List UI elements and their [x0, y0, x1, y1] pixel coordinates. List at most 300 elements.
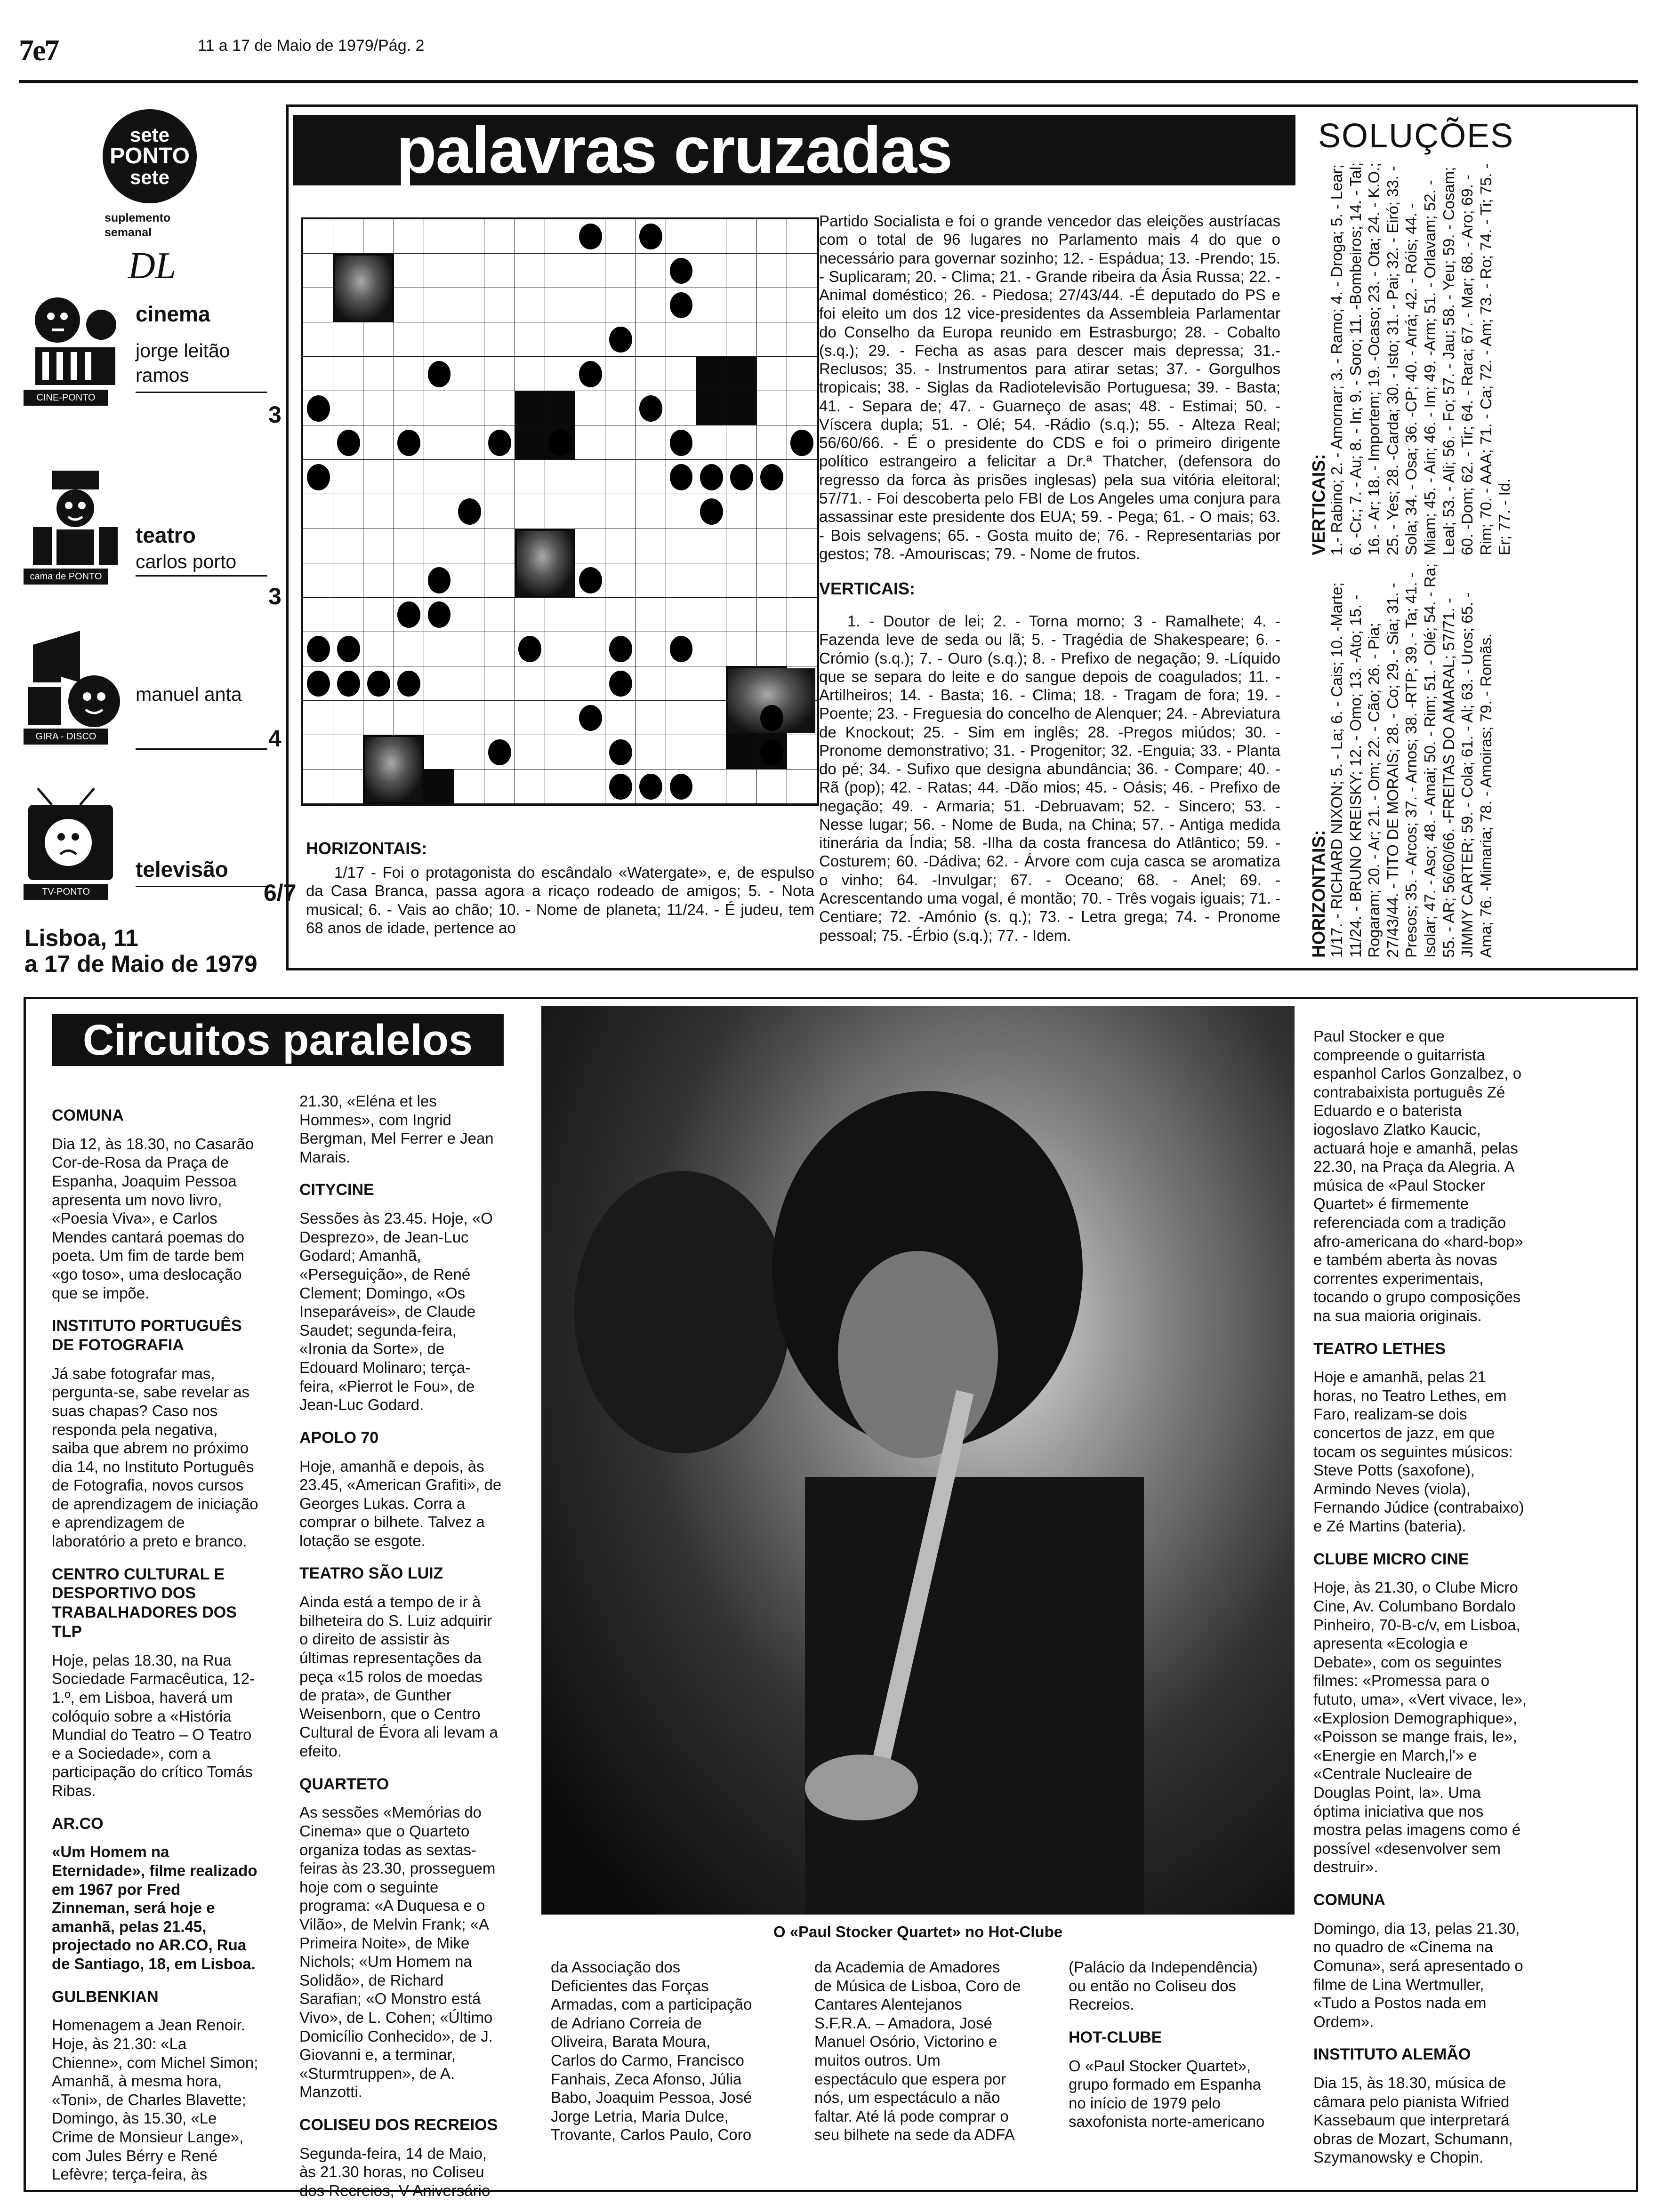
grid-cell[interactable]: [303, 598, 333, 632]
grid-cell[interactable]: [575, 254, 605, 288]
grid-cell[interactable]: [424, 529, 454, 563]
horizontais-heading: HORIZONTAIS:: [306, 839, 427, 858]
grid-cell[interactable]: [726, 632, 756, 666]
grid-cell[interactable]: [757, 288, 787, 322]
grid-cell[interactable]: [363, 529, 394, 563]
grid-cell[interactable]: [787, 563, 817, 598]
grid-cell[interactable]: [636, 563, 666, 598]
section-author: ramos: [136, 364, 189, 386]
grid-cell[interactable]: [666, 529, 696, 563]
grid-cell[interactable]: [363, 391, 394, 425]
grid-cell[interactable]: [605, 701, 635, 735]
solutions-verticais: 1.- Rabino; 2. - Amornar; 3. - Ramo; 4. - Droga; 5. - Lear; 6. -Cr.; 7. - Au; 8. - In; 9. - Soro; 11. -Bombeiros; 14. - Tal; 16. - Ar; 18. - Importem; 19. -Ocaso; 23. - Ota; 24. - K.O.; 25. - Yes; 28. -Carda; 30. - Isto; 31. - Pai; 32. - Eiró; 33. - Sola; 34. - Osa; 36. -CP; 40. - Arrá; 42. - Róis; 44. - Miam; 45. - Ain; 46. - Im; 49. -Arm; 51. - Orlavam; 52. - Leal; 53. - Ali; 56. - Fo; 57. - Jau; 58. - Yeu; 59. - Cosam; 60. -Dom; 62. - Tir; 64. - Rara; 67. - Mar; 68. - Aro; 69. -Rim; 70. - AAA; 71. - Ca; 72. - Am; 73. - Ro; 74. - Ti; 75. - Er; 77. - Id.: [1328, 162, 1513, 555]
grid-cell[interactable]: [424, 494, 454, 529]
grid-cell[interactable]: [333, 529, 363, 563]
grid-cell[interactable]: [636, 425, 666, 460]
grid-cell[interactable]: [333, 735, 363, 769]
grid-cell[interactable]: [484, 254, 515, 288]
grid-cell[interactable]: [575, 322, 605, 357]
grid-cell[interactable]: [636, 632, 666, 666]
grid-cell[interactable]: [515, 219, 545, 254]
grid-cell[interactable]: [757, 769, 787, 804]
grid-cell[interactable]: [605, 529, 635, 563]
grid-cell[interactable]: [363, 322, 394, 357]
listing-heading: CITYCINE: [299, 1181, 374, 1199]
grid-cell[interactable]: [394, 529, 424, 563]
grid-cell[interactable]: [666, 563, 696, 598]
grid-cell[interactable]: [363, 357, 394, 391]
grid-cell[interactable]: [363, 460, 394, 494]
grid-cell[interactable]: [394, 494, 424, 529]
grid-cell[interactable]: [515, 666, 545, 701]
grid-cell[interactable]: [303, 322, 333, 357]
grid-cell[interactable]: [696, 632, 726, 666]
grid-cell[interactable]: [363, 632, 394, 666]
grid-cell[interactable]: [394, 460, 424, 494]
grid-cell[interactable]: [424, 460, 454, 494]
grid-cell[interactable]: [696, 254, 726, 288]
grid-cell[interactable]: [696, 598, 726, 632]
grid-cell[interactable]: [545, 701, 575, 735]
grid-cell[interactable]: [394, 219, 424, 254]
grid-cell[interactable]: [424, 632, 454, 666]
black-square: [696, 357, 726, 391]
section-author: jorge leitão: [136, 340, 230, 361]
grid-cell[interactable]: [575, 632, 605, 666]
grid-cell[interactable]: [484, 701, 515, 735]
blocked-dot: [670, 636, 693, 662]
horizontal-clues-continued: Partido Socialista e foi o grande vencedor das eleições austríacas com o total de 96 lugares no Parlamento mais 4 do que o necessário para governar sozinho; 12. - Espádua; 13. -Prendo; 15. - Suplicaram; 20. - Clima; 21. - Grande ribeira da Ásia Russa; 22. - Animal doméstico; 26. - Piedosa; 27/43/44. -É deputado do PS e foi eleito um dos 12 vice-presidentes da Assembleia Parlamentar do Conselho da Europa reunido em Estrasburgo; 28. - Cobalto (s.q.); 29. - Fecha as asas para descer mais depressa; 31.- Reclusos; 35. - Instrumentos para atirar setas; 37. - Gorgulhos tropicais; 38. - Siglas da Radiotelevisão Portuguesa; 39. - Basta; 41. - Separa de; 47. - Guarneço de asas; 48. - Estimai; 50. - Víscera dupla; 51. - Olé; 54. -Rádio (s.q.); 55. - Alteza Real; 56/60/66. - É o presidente do CDS e foi o primeiro dirigente político estrangeiro a felicitar a Dr.ª Thatcher, (defensora do regresso da forca às prisões inglesas) pela sua vitória eleitoral; 57/71. - Foi descoberta pelo FBI de Los Angeles uma conjura para assassinar este presidente dos EUA; 59. - Pega; 61. - O mais; 63. - Bois selvagens; 65. - Gosta muito de; 76. - Representarias por gestos; 78. -Amouriscas; 79. - Nome de frutos.: [819, 212, 1280, 562]
solutions-title: SOLUÇÕES: [1318, 117, 1514, 155]
index-section-cinema[interactable]: [24, 292, 282, 433]
grid-cell[interactable]: [757, 254, 787, 288]
grid-cell[interactable]: [424, 322, 454, 357]
grid-cell[interactable]: [636, 322, 666, 357]
grid-cell[interactable]: [787, 632, 817, 666]
grid-cell[interactable]: [424, 391, 454, 425]
listing-text: Já sabe fotografar mas, pergunta-se, sabe revelar as suas chapas? Caso nos responda pela negativa, saiba que abrem no próximo dia 14, no Instituto Português de Fotografia, novos cursos de aprendizagem de iniciação e aprendizagem de laboratório a preto e branco.: [52, 1364, 258, 1550]
solutions-verticais-label: VERTICAIS:: [1309, 454, 1329, 555]
grid-cell[interactable]: [394, 357, 424, 391]
grid-cell[interactable]: [454, 425, 484, 460]
grid-cell[interactable]: [515, 769, 545, 804]
blocked-dot: [518, 636, 541, 662]
grid-cell[interactable]: [575, 460, 605, 494]
circuitos-title: Circuitos paralelos: [52, 1014, 504, 1066]
section-page: 6/7: [264, 880, 297, 906]
grid-cell[interactable]: [333, 219, 363, 254]
index-section-teatro[interactable]: [24, 471, 282, 612]
grid-cell[interactable]: [454, 391, 484, 425]
television-icon: [24, 786, 127, 894]
grid-cell[interactable]: [696, 666, 726, 701]
crossword-title: palavras cruzadas: [293, 115, 1295, 185]
grid-cell[interactable]: [333, 357, 363, 391]
grid-cell[interactable]: [394, 288, 424, 322]
grid-cell[interactable]: [454, 460, 484, 494]
grid-cell[interactable]: [757, 322, 787, 357]
grid-cell[interactable]: [726, 254, 756, 288]
grid-cell[interactable]: [424, 666, 454, 701]
grid-cell[interactable]: [545, 288, 575, 322]
grid-cell[interactable]: [454, 529, 484, 563]
grid-cell[interactable]: [303, 563, 333, 598]
grid-cell[interactable]: [424, 219, 454, 254]
grid-cell[interactable]: [484, 357, 515, 391]
grid-cell[interactable]: [575, 769, 605, 804]
listing-column-6: [1313, 1027, 1530, 2167]
grid-cell[interactable]: [394, 391, 424, 425]
listing-column-4: da Academia de Amadores de Música de Lisboa, Coro de Cantares Alentejanos S.F.R.A. – Amadora, José Manuel Osório, Victorino e muitos outros. Um espectáculo que espera por nós, um espectáculo a não faltar. Até lá pode comprar o seu bilhete na sede da ADFA: [814, 1958, 1021, 2144]
grid-cell[interactable]: [333, 391, 363, 425]
grid-cell[interactable]: [757, 357, 787, 391]
grid-cell[interactable]: [757, 391, 787, 425]
grid-cell[interactable]: [484, 494, 515, 529]
grid-cell[interactable]: [666, 598, 696, 632]
section-title: televisão: [136, 857, 228, 882]
grid-cell[interactable]: [636, 701, 666, 735]
grid-cell[interactable]: [787, 254, 817, 288]
grid-cell[interactable]: [363, 563, 394, 598]
listing-heading: TEATRO LETHES: [1313, 1339, 1446, 1358]
blocked-dot: [307, 395, 330, 422]
grid-cell[interactable]: [787, 735, 817, 769]
blocked-dot: [458, 498, 481, 525]
supplement-line: suplemento: [105, 211, 171, 224]
grid-cell[interactable]: [515, 598, 545, 632]
grid-cell[interactable]: [545, 769, 575, 804]
grid-cell[interactable]: [545, 254, 575, 288]
grid-cell[interactable]: [484, 563, 515, 598]
grid-cell[interactable]: [303, 701, 333, 735]
grid-cell[interactable]: [545, 735, 575, 769]
grid-cell[interactable]: [757, 219, 787, 254]
grid-cell[interactable]: [424, 735, 454, 769]
grid-cell[interactable]: [484, 288, 515, 322]
grid-cell[interactable]: [605, 288, 635, 322]
listing-heading: COMUNA: [1313, 1891, 1385, 1909]
grid-cell[interactable]: [726, 494, 756, 529]
blocked-dot: [307, 636, 330, 662]
grid-cell[interactable]: [666, 701, 696, 735]
index-section-televisao[interactable]: [24, 786, 297, 927]
listing-text: Homenagem a Jean Renoir. Hoje, às 21.30: «La Chienne», com Michel Simon; Amanhã, à mesma hora, «Toni», de Charles Blavette; Domingo, às 15.30, «Le Crime de Monsieur Lange», com Jules Bérry e René Lefèvre; terça-feira, às: [52, 2016, 258, 2183]
grid-cell[interactable]: [605, 391, 635, 425]
grid-cell[interactable]: [515, 701, 545, 735]
grid-cell[interactable]: [394, 701, 424, 735]
grid-cell[interactable]: [605, 425, 635, 460]
saxophonist-image: [541, 1006, 1295, 1915]
grid-cell[interactable]: [333, 701, 363, 735]
grid-cell[interactable]: [605, 494, 635, 529]
listing-text: O «Paul Stocker Quartet», grupo formado em Espanha no início de 1979 pelo saxofonista norte-americano: [1069, 2057, 1265, 2131]
listing-heading: APOLO 70: [299, 1428, 379, 1447]
listing-heading: CLUBE MICRO CINE: [1313, 1550, 1469, 1568]
grid-cell[interactable]: [303, 529, 333, 563]
grid-cell[interactable]: [575, 391, 605, 425]
paul-stocker-photo: [541, 1006, 1295, 1915]
grid-cell[interactable]: [605, 254, 635, 288]
grid-cell[interactable]: [394, 322, 424, 357]
grid-cell[interactable]: [363, 701, 394, 735]
grid-cell[interactable]: [636, 529, 666, 563]
solutions-horizontais-label: HORIZONTAIS:: [1309, 830, 1329, 958]
grid-cell[interactable]: [333, 563, 363, 598]
grid-cell[interactable]: [333, 769, 363, 804]
grid-cell[interactable]: [575, 288, 605, 322]
grid-cell[interactable]: [484, 598, 515, 632]
blocked-dot: [609, 327, 632, 353]
grid-cell[interactable]: [666, 322, 696, 357]
grid-cell[interactable]: [363, 494, 394, 529]
grid-cell[interactable]: [333, 322, 363, 357]
grid-cell[interactable]: [484, 460, 515, 494]
grid-cell[interactable]: [454, 357, 484, 391]
grid-cell[interactable]: [515, 254, 545, 288]
grid-cell[interactable]: [484, 529, 515, 563]
grid-cell[interactable]: [787, 391, 817, 425]
grid-cell[interactable]: [636, 357, 666, 391]
blocked-dot: [397, 601, 420, 628]
crossword-grid[interactable]: [301, 217, 819, 806]
grid-cell[interactable]: [454, 288, 484, 322]
grid-cell[interactable]: [545, 460, 575, 494]
grid-cell[interactable]: [454, 735, 484, 769]
grid-cell[interactable]: [484, 632, 515, 666]
photo-caption: O «Paul Stocker Quartet» no Hot-Clube: [773, 1923, 1063, 1940]
grid-cell[interactable]: [696, 288, 726, 322]
blocked-dot: [307, 671, 330, 697]
blocked-dot: [428, 361, 451, 387]
blocked-dot: [428, 567, 451, 593]
section-tag: TV-PONTO: [24, 884, 108, 900]
grid-cell[interactable]: [484, 666, 515, 701]
section-page: 3: [268, 583, 282, 609]
grid-cell[interactable]: [454, 701, 484, 735]
blocked-dot: [639, 224, 662, 250]
grid-cell[interactable]: [515, 494, 545, 529]
grid-cell[interactable]: [666, 391, 696, 425]
grid-cell[interactable]: [787, 460, 817, 494]
grid-cell[interactable]: [575, 529, 605, 563]
blocked-dot: [670, 464, 693, 490]
grid-cell[interactable]: [394, 563, 424, 598]
grid-cell[interactable]: [696, 701, 726, 735]
grid-cell[interactable]: [454, 598, 484, 632]
grid-cell[interactable]: [545, 666, 575, 701]
grid-cell[interactable]: [424, 701, 454, 735]
grid-cell[interactable]: [696, 425, 726, 460]
listing-heading: INSTITUTO ALEMÃO: [1313, 2045, 1471, 2064]
grid-cell[interactable]: [303, 425, 333, 460]
grid-cell[interactable]: [636, 735, 666, 769]
grid-cell[interactable]: [696, 769, 726, 804]
grid-cell[interactable]: [454, 632, 484, 666]
grid-cell[interactable]: [575, 666, 605, 701]
grid-cell[interactable]: [545, 494, 575, 529]
grid-cell[interactable]: [726, 598, 756, 632]
grid-cell[interactable]: [666, 666, 696, 701]
grid-cell[interactable]: [666, 357, 696, 391]
grid-cell[interactable]: [605, 598, 635, 632]
grid-cell[interactable]: [787, 357, 817, 391]
listing-column-3: da Associação dos Deficientes das Forças Armadas, com a participação de Adriano Correia de Oliveira, Barata Moura, Carlos do Carmo, Francisco Fanhais, Zeca Afonso, Júlia Babo, Joaquim Pessoa, José Jorge Letria, Maria Dulce, Trovante, Carlos Paulo, Coro: [551, 1958, 752, 2144]
grid-cell[interactable]: [303, 769, 333, 804]
grid-cell[interactable]: [575, 735, 605, 769]
grid-cell[interactable]: [363, 598, 394, 632]
grid-cell[interactable]: [696, 735, 726, 769]
blocked-dot: [760, 705, 783, 731]
grid-cell[interactable]: [787, 529, 817, 563]
grid-cell[interactable]: [726, 769, 756, 804]
grid-cell[interactable]: [303, 494, 333, 529]
grid-cell[interactable]: [424, 288, 454, 322]
grid-cell[interactable]: [575, 425, 605, 460]
listing-text: 21.30, «Eléna et les Hommes», com Ingrid Bergman, Mel Ferrer e Jean Marais.: [299, 1092, 494, 1166]
grid-cell[interactable]: [787, 769, 817, 804]
grid-cell[interactable]: [757, 494, 787, 529]
grid-cell[interactable]: [726, 288, 756, 322]
blocked-dot: [488, 739, 511, 766]
grid-cell[interactable]: [636, 666, 666, 701]
listing-column-1: [52, 1106, 259, 2184]
grid-cell[interactable]: [575, 494, 605, 529]
grid-cell[interactable]: [666, 494, 696, 529]
listing-text: Dia 12, às 18.30, no Casarão Cor-de-Rosa da Praça de Espanha, Joaquim Pessoa apresenta um novo livro, «Poesia Viva», e Carlos Mendes cantará poemas do poeta. Um fim de tarde bem «go toso», uma deslocação que se impõe.: [52, 1135, 254, 1302]
blocked-dot: [337, 671, 360, 697]
grid-cell[interactable]: [636, 460, 666, 494]
grid-cell[interactable]: [303, 735, 333, 769]
grid-cell[interactable]: [787, 494, 817, 529]
grid-cell[interactable]: [636, 288, 666, 322]
grid-cell[interactable]: [787, 322, 817, 357]
grid-cell[interactable]: [757, 598, 787, 632]
grid-cell[interactable]: [605, 219, 635, 254]
grid-cell[interactable]: [515, 322, 545, 357]
grid-cell[interactable]: [636, 254, 666, 288]
grid-cell[interactable]: [787, 598, 817, 632]
blocked-dot: [760, 464, 783, 490]
grid-cell[interactable]: [515, 357, 545, 391]
blocked-dot: [790, 430, 813, 456]
listing-heading: INSTITUTO PORTUGUÊS DE FOTOGRAFIA: [52, 1317, 242, 1354]
grid-cell[interactable]: [696, 322, 726, 357]
listing-text: Hoje, amanhã e depois, às 23.45, «American Grafiti», de Georges Lukas. Corra a comprar o bilhete. Talvez a lotação se esgote.: [299, 1457, 502, 1549]
grid-cell[interactable]: [515, 460, 545, 494]
grid-cell[interactable]: [787, 219, 817, 254]
grid-cell[interactable]: [424, 425, 454, 460]
grid-cell[interactable]: [666, 735, 696, 769]
grid-cell[interactable]: [696, 219, 726, 254]
grid-cell[interactable]: [726, 219, 756, 254]
listing-text: Domingo, dia 13, pelas 21.30, no quadro de «Cinema na Comuna», será apresentado o filme de Lina Wertmuller, «Tudo a Postos nada em Ordem».: [1313, 1919, 1523, 2030]
grid-cell[interactable]: [394, 632, 424, 666]
grid-cell[interactable]: [757, 529, 787, 563]
blocked-dot: [609, 671, 632, 697]
section-author: manuel anta: [136, 683, 242, 705]
grid-cell[interactable]: [515, 735, 545, 769]
grid-cell[interactable]: [303, 254, 333, 288]
grid-cell[interactable]: [666, 219, 696, 254]
grid-cell[interactable]: [545, 322, 575, 357]
blocked-dot: [337, 636, 360, 662]
grid-cell[interactable]: [394, 254, 424, 288]
grid-cell[interactable]: [363, 425, 394, 460]
grid-cell[interactable]: [454, 563, 484, 598]
grid-cell[interactable]: [545, 632, 575, 666]
blocked-dot: [670, 430, 693, 456]
listing-text: Hoje, pelas 18.30, na Rua Sociedade Farmacêutica, 12-1.º, em Lisboa, haverá um colóquio sobre a «História Mundial do Teatro – O Teatro e a Sociedade», com a participação do crítico Tomás Ribas.: [52, 1651, 255, 1800]
listing-heading: COMUNA: [52, 1106, 124, 1124]
grid-cell[interactable]: [484, 769, 515, 804]
grid-cell[interactable]: [454, 322, 484, 357]
grid-cell[interactable]: [454, 254, 484, 288]
grid-cell[interactable]: [303, 219, 333, 254]
grid-cell[interactable]: [636, 494, 666, 529]
listing-heading: AR.CO: [52, 1814, 104, 1833]
grid-cell[interactable]: [545, 598, 575, 632]
grid-cell[interactable]: [363, 219, 394, 254]
brand-logo: [103, 109, 197, 203]
grid-cell[interactable]: [757, 632, 787, 666]
listing-heading: GULBENKIAN: [52, 1988, 159, 2006]
blocked-dot: [488, 430, 511, 456]
grid-cell[interactable]: [515, 288, 545, 322]
grid-cell[interactable]: [726, 529, 756, 563]
listing-heading: QUARTETO: [299, 1775, 389, 1793]
grid-cell[interactable]: [454, 769, 484, 804]
listing-heading: COLISEU DOS RECREIOS: [299, 2116, 498, 2134]
grid-cell[interactable]: [545, 357, 575, 391]
grid-cell[interactable]: [787, 288, 817, 322]
grid-cell[interactable]: [726, 425, 756, 460]
grid-cell[interactable]: [303, 357, 333, 391]
grid-cell[interactable]: [726, 563, 756, 598]
divider: [136, 748, 267, 750]
grid-cell[interactable]: [333, 460, 363, 494]
grid-cell[interactable]: [303, 288, 333, 322]
section-page: 4: [268, 725, 282, 752]
grid-cell[interactable]: [454, 666, 484, 701]
grid-cell[interactable]: [333, 598, 363, 632]
blocked-dot: [579, 567, 602, 593]
grid-cell[interactable]: [696, 529, 726, 563]
grid-cell[interactable]: [696, 563, 726, 598]
grid-cell[interactable]: [605, 357, 635, 391]
grid-cell[interactable]: [757, 425, 787, 460]
grid-cell[interactable]: [757, 563, 787, 598]
listing-text: Hoje e amanhã, pelas 21 horas, no Teatro Lethes, em Faro, realizam-se dois concertos de jazz, em que tocam os seguintes músicos: Steve Potts (saxofone), Armindo Neves (viola), Fernando Júdice (contrabaixo) e Zé Martins (bateria).: [1313, 1368, 1524, 1535]
black-square: [515, 391, 545, 425]
grid-cell[interactable]: [454, 219, 484, 254]
grid-cell[interactable]: [484, 322, 515, 357]
grid-cell[interactable]: [636, 598, 666, 632]
portrait-photo: [335, 256, 392, 321]
blocked-dot: [639, 774, 662, 800]
grid-cell[interactable]: [545, 219, 575, 254]
grid-cell[interactable]: [484, 391, 515, 425]
index-section-disco[interactable]: [24, 631, 282, 772]
listing-text: As sessões «Memórias do Cinema» que o Quarteto organiza todas as sextas-feiras às 23.30, prosseguem hoje com o seguinte programa: «A Duquesa e o Vilão», de Melvin Frank; «A Primeira Noite», de Mike Nichols; «Um Homem na Solidão», de Richard Sarafian; «O Monstro está Vivo», de L. Cohen; «Último Domicílio Conhecido», de J. Giovanni e, a terminar, «Sturmtruppen», de A. Manzotti.: [299, 1803, 496, 2101]
grid-cell[interactable]: [333, 494, 363, 529]
grid-cell[interactable]: [575, 598, 605, 632]
blocked-dot: [639, 395, 662, 422]
grid-cell[interactable]: [605, 460, 635, 494]
grid-cell[interactable]: [424, 254, 454, 288]
grid-cell[interactable]: [605, 563, 635, 598]
grid-cell[interactable]: [726, 322, 756, 357]
grid-cell[interactable]: [484, 219, 515, 254]
